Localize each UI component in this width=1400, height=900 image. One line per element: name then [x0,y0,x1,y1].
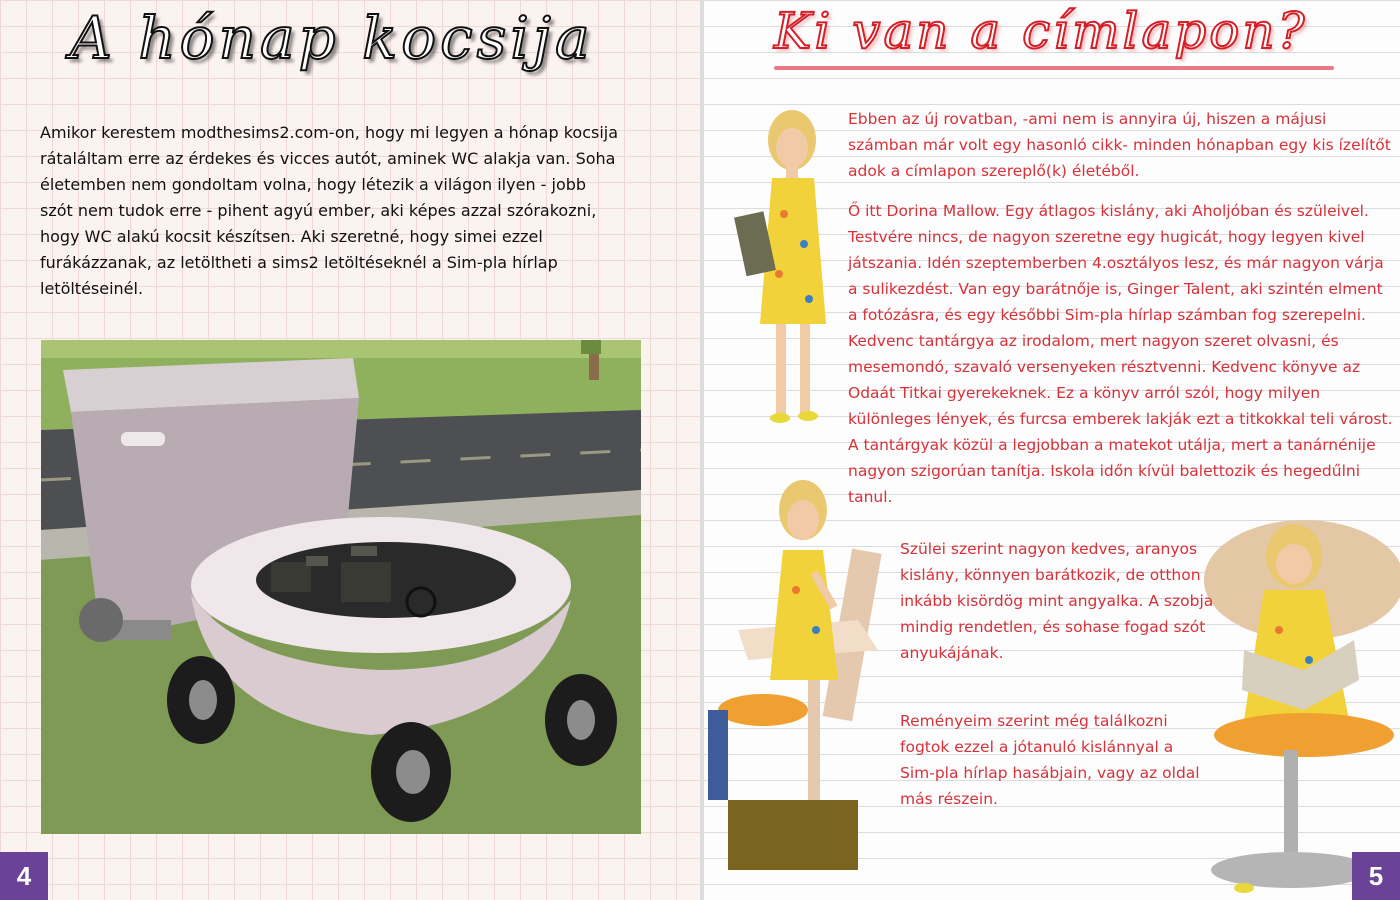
right-page-body: Ő itt Dorina Mallow. Egy átlagos kislány, aki Aholjóban és szüleivel. Testvére nincs, de nagyon szeretne egy hugicát, hogy legyen kivel játszania. Idén szeptemberben 4.osztályos lesz, és már nagyon várja a sulikezdést. Van egy barátnője is, Ginger Talent, aki szintén elment a fotózásra, és egy későbbi Sim-pla hírlap számban fog szerepelni. Kedvenc tantárgya az irodalom, mert nagyon szeret olvasni, és mesemondó, szavaló versenyeken résztvenni. Kedvenc könyve az Odaát Titkai gyerekeknek. Ez a könyv arról szól, hogy milyen különleges lények, és furcsa emberek lakják ezt a titkokkal teli várost. A tantárgyak közül a legjobban a matekot utálja, mert a tanárnénije nagyon szigorúan tanítja. Iskola időn kívül balettozik és hegedűlni tanul. [848,202,1393,506]
right-page-intro: Ebben az új rovatban, -ami nem is annyira új, hiszen a májusi számban már volt egy hasonló cikk- minden hónapban egy kis ízelítőt adok a címlapon szereplő(k) életéből. [848,110,1391,180]
page-number-right: 5 [1352,852,1400,900]
toilet-car-illustration [41,340,641,834]
right-page [704,0,1400,900]
page-number-left: 4 [0,852,48,900]
title-underline [774,66,1334,70]
toilet-car-photo [41,340,641,834]
girl-standing-figure [734,104,834,434]
right-page-parents-paragraph: Szülei szerint nagyon kedves, aranyos kislány, könnyen barátkozik, de otthon inkább kisördög mint angyalka. A szobja mindig rendetlen, és sohase fogad szót anyukájának. [900,540,1214,662]
left-page-body: Amikor kerestem modthesims2.com-on, hogy mi legyen a hónap kocsija rátaláltam erre az érdekes és vicces autót, aminek WC alakja van. Soha életemben nem gondoltam volna, hogy létezik a világon ilyen - jobb szót nem tudok erre - pihent agyú ember, aki képes azzal szórakozni, hogy WC alakú kocsit készítsen. Aki szeretné, hogy simei ezzel furákázzanak, az letöltheti a sims2 letöltéseknél a Sim-pla hírlap letöltéseinél. [40,123,619,298]
girl-at-desk-figure [708,480,908,900]
left-page-title: A hónap kocsija [70,4,594,72]
right-page-title: Ki van a címlapon? [774,2,1308,60]
right-page-hopes-paragraph: Reményeim szerint még találkozni fogtok ezzel a jótanuló kislánnyal a Sim-pla hírlap hasábjain, vagy az oldal más részein. [900,712,1200,808]
